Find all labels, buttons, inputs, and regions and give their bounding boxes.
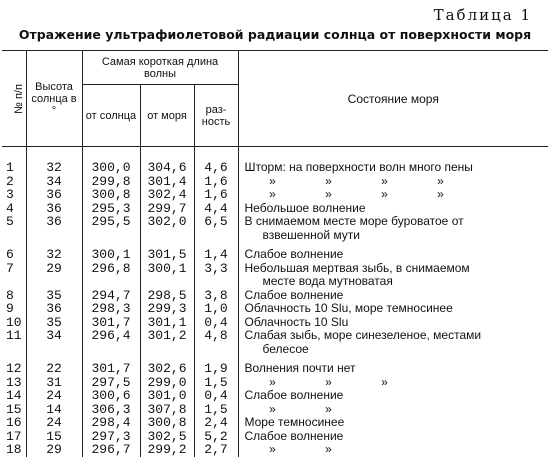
difference-cell: 1,6 bbox=[194, 188, 238, 202]
difference-header: раз-ность bbox=[194, 85, 238, 147]
sea-state-cell bbox=[238, 202, 548, 216]
sea-state-header: Состояние моря bbox=[238, 51, 548, 147]
row-number-cell: 13 bbox=[2, 376, 26, 390]
sea-state-line: Слабое волнение bbox=[244, 288, 344, 302]
from-sun-cell: 300,6 bbox=[82, 389, 140, 403]
table-row bbox=[2, 262, 548, 289]
sun-height-cell: 29 bbox=[26, 262, 82, 289]
from-sea-cell: 299,3 bbox=[140, 302, 194, 316]
table-body bbox=[2, 147, 548, 457]
sea-state-cell bbox=[238, 302, 548, 316]
sun-height-cell: 35 bbox=[26, 289, 82, 303]
row-number-cell: 1 bbox=[2, 161, 26, 175]
row-number-cell: 3 bbox=[2, 188, 26, 202]
sun-height-cell: 36 bbox=[26, 215, 82, 242]
from-sun-cell: 300,0 bbox=[82, 161, 140, 175]
from-sun-cell: 297,3 bbox=[82, 430, 140, 444]
sea-state-line: В снимаемом месте море буроватое от bbox=[244, 215, 464, 228]
from-sea-cell: 299,7 bbox=[140, 202, 194, 216]
sun-height-cell: 35 bbox=[26, 316, 82, 330]
from-sun-cell: 296,7 bbox=[82, 443, 140, 457]
sea-state-cell bbox=[238, 161, 548, 175]
sun-height-cell: 32 bbox=[26, 242, 82, 262]
sun-height-cell: 36 bbox=[26, 302, 82, 316]
sun-height-cell: 32 bbox=[26, 161, 82, 175]
table-row bbox=[2, 316, 548, 330]
sea-state-cell bbox=[238, 376, 548, 390]
sea-state-line: » » » bbox=[269, 375, 388, 389]
from-sun-cell: 298,3 bbox=[82, 302, 140, 316]
difference-cell: 5,2 bbox=[194, 430, 238, 444]
sun-height-cell: 14 bbox=[26, 403, 82, 417]
sea-state-cell bbox=[238, 316, 548, 330]
difference-cell: 3,8 bbox=[194, 289, 238, 303]
from-sun-cell: 299,8 bbox=[82, 175, 140, 189]
table-row bbox=[2, 175, 548, 189]
sea-state-line: Слабое волнение bbox=[244, 247, 344, 261]
row-number-cell: 15 bbox=[2, 403, 26, 417]
difference-cell: 1,5 bbox=[194, 376, 238, 390]
row-number-cell: 6 bbox=[2, 242, 26, 262]
difference-cell: 4,4 bbox=[194, 202, 238, 216]
from-sun-cell: 297,5 bbox=[82, 376, 140, 390]
sea-state-cell bbox=[238, 389, 548, 403]
row-number-cell: 8 bbox=[2, 289, 26, 303]
row-number-cell: 11 bbox=[2, 329, 26, 356]
table-row bbox=[2, 242, 548, 262]
row-number-cell: 9 bbox=[2, 302, 26, 316]
table-row bbox=[2, 356, 548, 376]
table-row bbox=[2, 289, 548, 303]
difference-cell: 4,6 bbox=[194, 161, 238, 175]
sun-height-cell: 31 bbox=[26, 376, 82, 390]
sea-state-cell bbox=[238, 430, 548, 444]
table-row bbox=[2, 188, 548, 202]
difference-cell: 1,5 bbox=[194, 403, 238, 417]
from-sun-cell: 300,8 bbox=[82, 188, 140, 202]
sea-state-line: Облачность 10 Slu bbox=[244, 315, 349, 329]
row-number-cell: 2 bbox=[2, 175, 26, 189]
sea-state-cell bbox=[238, 215, 548, 242]
sea-state-cell bbox=[238, 356, 548, 376]
difference-cell: 2,7 bbox=[194, 443, 238, 457]
sea-state-line: » » bbox=[269, 443, 332, 456]
row-number-cell: 18 bbox=[2, 443, 26, 457]
sea-state-line: Небольшая мертвая зыбь, в снимаемом bbox=[244, 261, 470, 275]
sea-state-cell bbox=[238, 175, 548, 189]
sun-height-cell: 36 bbox=[26, 202, 82, 216]
difference-cell: 0,4 bbox=[194, 389, 238, 403]
from-sun-cell: 298,4 bbox=[82, 416, 140, 430]
sea-state-line: Облачность 10 Slu, море темносинее bbox=[244, 302, 453, 315]
from-sea-cell: 301,4 bbox=[140, 175, 194, 189]
from-sun-cell: 306,3 bbox=[82, 403, 140, 417]
from-sea-cell: 302,4 bbox=[140, 188, 194, 202]
from-sun-cell: 301,7 bbox=[82, 356, 140, 376]
sea-state-line: месте вода мутноватая bbox=[262, 274, 393, 288]
table-row bbox=[2, 202, 548, 216]
from-sun-cell: 301,7 bbox=[82, 316, 140, 330]
difference-cell: 1,9 bbox=[194, 356, 238, 376]
sea-state-line: взвешенной мути bbox=[262, 227, 361, 242]
row-number-cell: 10 bbox=[2, 316, 26, 330]
sea-state-cell bbox=[238, 262, 548, 289]
difference-cell: 0,4 bbox=[194, 316, 238, 330]
sea-state-line: » » bbox=[269, 402, 332, 416]
sun-height-cell: 36 bbox=[26, 188, 82, 202]
sun-height-cell: 15 bbox=[26, 430, 82, 444]
row-number-cell: 14 bbox=[2, 389, 26, 403]
sea-state-line: Шторм: на поверхности волн много пены bbox=[244, 161, 473, 174]
row-number-cell: 7 bbox=[2, 262, 26, 289]
from-sun-cell: 300,1 bbox=[82, 242, 140, 262]
from-sea-cell: 302,0 bbox=[140, 215, 194, 242]
difference-cell: 1,6 bbox=[194, 175, 238, 189]
difference-cell: 1,4 bbox=[194, 242, 238, 262]
sea-state-line: Слабое волнение bbox=[244, 389, 344, 402]
sun-height-cell: 34 bbox=[26, 175, 82, 189]
from-sea-cell: 301,1 bbox=[140, 316, 194, 330]
from-sun-cell: 295,3 bbox=[82, 202, 140, 216]
from-sea-cell: 300,8 bbox=[140, 416, 194, 430]
sea-state-line: Волнения почти нет bbox=[244, 361, 356, 375]
table-row bbox=[2, 161, 548, 175]
sea-state-cell bbox=[238, 242, 548, 262]
difference-cell: 4,8 bbox=[194, 329, 238, 356]
table-row bbox=[2, 416, 548, 430]
from-sea-cell: 299,2 bbox=[140, 443, 194, 457]
from-sea-cell: 304,6 bbox=[140, 161, 194, 175]
difference-cell: 1,0 bbox=[194, 302, 238, 316]
from-sun-header: от солнца bbox=[82, 85, 140, 147]
difference-cell: 3,3 bbox=[194, 262, 238, 289]
from-sea-cell: 307,8 bbox=[140, 403, 194, 417]
sun-height-header: Высота солнца в ° bbox=[26, 51, 82, 147]
sun-height-cell: 24 bbox=[26, 389, 82, 403]
sea-state-line: » » » » bbox=[269, 174, 444, 188]
table-row bbox=[2, 329, 548, 356]
from-sea-header: от моря bbox=[140, 85, 194, 147]
table-row bbox=[2, 215, 548, 242]
difference-cell: 6,5 bbox=[194, 215, 238, 242]
row-number-cell: 4 bbox=[2, 202, 26, 216]
sea-state-line: » » » » bbox=[269, 188, 444, 201]
num-header: № п/п bbox=[2, 51, 26, 147]
sea-state-line: Слабая зыбь, море синезеленое, местами bbox=[244, 329, 482, 342]
data-table bbox=[2, 50, 548, 457]
table-row bbox=[2, 302, 548, 316]
from-sea-cell: 301,2 bbox=[140, 329, 194, 356]
table-caption: Отражение ультрафиолетовой радиации солнца от поверхности моря bbox=[18, 27, 532, 42]
sea-state-line: белесое bbox=[262, 341, 309, 356]
row-number-cell: 12 bbox=[2, 356, 26, 376]
from-sea-cell: 299,0 bbox=[140, 376, 194, 390]
sea-state-line: Слабое волнение bbox=[244, 429, 344, 443]
sea-state-cell bbox=[238, 329, 548, 356]
sea-state-line: Небольшое волнение bbox=[244, 201, 366, 215]
sun-height-cell: 34 bbox=[26, 329, 82, 356]
sun-height-cell: 22 bbox=[26, 356, 82, 376]
from-sea-cell: 302,5 bbox=[140, 430, 194, 444]
sea-state-cell bbox=[238, 443, 548, 457]
table-number-label: Таблица 1 bbox=[433, 6, 532, 24]
wavelength-group-header: Самая короткая длина волны bbox=[82, 51, 238, 85]
sun-height-cell: 24 bbox=[26, 416, 82, 430]
sea-state-cell bbox=[238, 188, 548, 202]
difference-cell: 2,4 bbox=[194, 416, 238, 430]
from-sun-cell: 295,5 bbox=[82, 215, 140, 242]
sun-height-cell: 29 bbox=[26, 443, 82, 457]
table-row bbox=[2, 443, 548, 457]
from-sea-cell: 301,0 bbox=[140, 389, 194, 403]
row-number-cell: 17 bbox=[2, 430, 26, 444]
from-sea-cell: 302,6 bbox=[140, 356, 194, 376]
sea-state-cell bbox=[238, 289, 548, 303]
table-row bbox=[2, 430, 548, 444]
from-sea-cell: 300,1 bbox=[140, 262, 194, 289]
row-number-cell: 5 bbox=[2, 215, 26, 242]
from-sun-cell: 296,4 bbox=[82, 329, 140, 356]
from-sea-cell: 298,5 bbox=[140, 289, 194, 303]
row-number-cell: 16 bbox=[2, 416, 26, 430]
sea-state-cell bbox=[238, 403, 548, 417]
from-sea-cell: 301,5 bbox=[140, 242, 194, 262]
sea-state-line: Море темносинее bbox=[244, 416, 345, 429]
from-sun-cell: 296,8 bbox=[82, 262, 140, 289]
from-sun-cell: 294,7 bbox=[82, 289, 140, 303]
table-row bbox=[2, 376, 548, 390]
table-row bbox=[2, 403, 548, 417]
sea-state-cell bbox=[238, 416, 548, 430]
table-row bbox=[2, 389, 548, 403]
